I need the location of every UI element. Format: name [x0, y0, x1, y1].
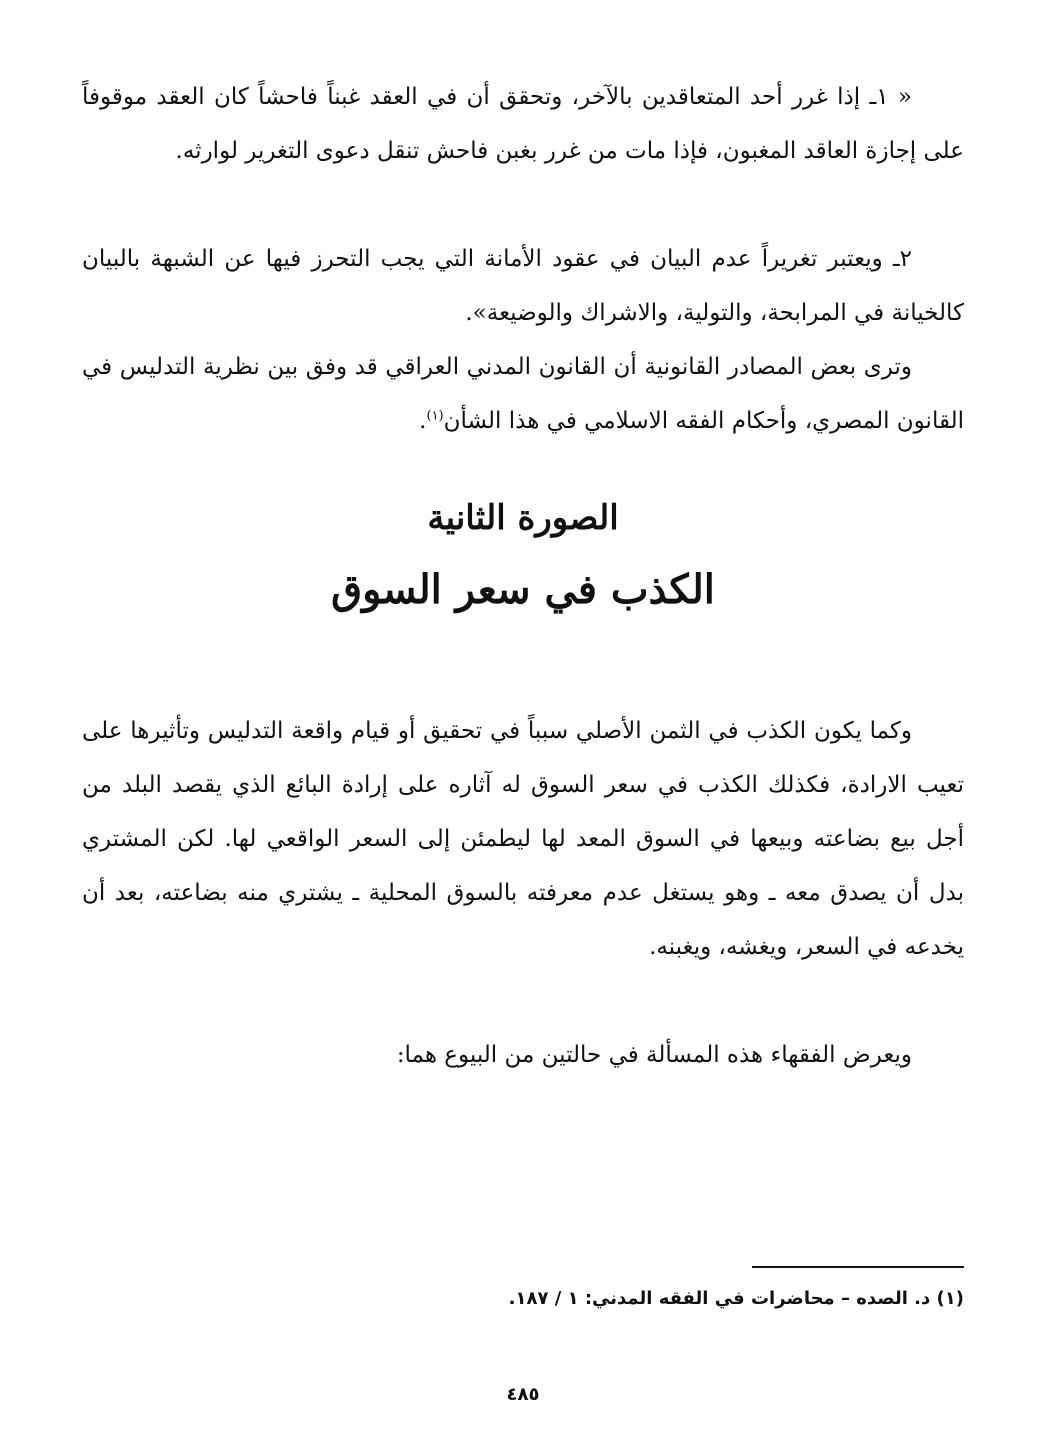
section-title: الصورة الثانية	[427, 498, 619, 538]
paragraph-iraqi-law	[82, 340, 964, 448]
quote-item-2: ٢ـ ويعتبر تغريراً عدم البيان في عقود الأمانة التي يجب التحرز فيها عن الشبهة بالبيان كالخيانة في المرابحة، والتولية، والاشراك والوضيعة».	[82, 246, 964, 326]
section-subtitle: الكذب في سعر السوق	[331, 566, 715, 613]
page-number: ٤٨٥	[506, 1384, 540, 1405]
paragraph-iraqi-law-text: وترى بعض المصادر القانونية أن القانون المدني العراقي قد وفق بين نظرية التدليس في القانون المصري، وأحكام الفقه الاسلامي في هذا الشأن	[82, 354, 964, 434]
paragraph-market-price: وكما يكون الكذب في الثمن الأصلي سبباً في تحقيق أو قيام واقعة التدليس وتأثيرها على تعيب الارادة، فكذلك الكذب في سعر السوق له آثاره على إرادة البائع الذي يقصد البلد من أجل بيع بضاعته وبيعها في السوق المعد لها ليطمئن إلى السعر الواقعي لها. لكن المشتري بدل أن يصدق معه ـ وهو يستغل عدم معرفته بالسوق المحلية ـ يشتري منه بضاعته، بعد أن يخدعه في السعر، ويغشه، ويغبنه.	[82, 718, 964, 960]
paragraph-end-mark: .	[419, 408, 427, 434]
paragraph-two-cases: ويعرض الفقهاء هذه المسألة في حالتين من البيوع هما:	[396, 1042, 912, 1068]
footnote-separator	[752, 1266, 964, 1268]
footnote-reference: (١)	[426, 408, 444, 424]
footnote: (١) د. الصده – محاضرات في الفقه المدني: ١ / ١٨٧.	[508, 1288, 964, 1309]
quote-item-1: « ١ـ إذا غرر أحد المتعاقدين بالآخر، وتحقق أن في العقد غبناً فاحشاً كان العقد موقوفاً على إجازة العاقد المغبون، فإذا مات من غرر بغبن فاحش تنقل دعوى التغرير لوارثه.	[82, 84, 964, 164]
